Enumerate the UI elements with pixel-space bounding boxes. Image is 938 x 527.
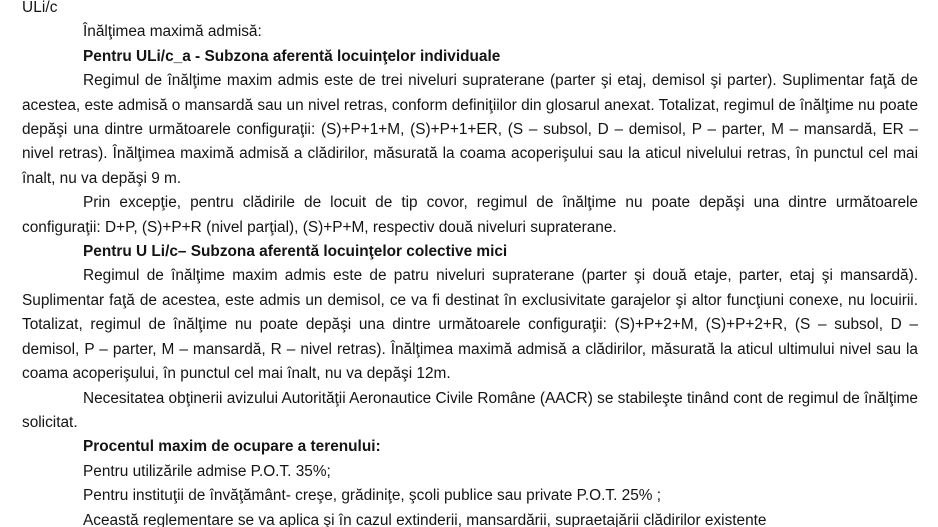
heading-procent-maxim-ocupare-teren: Procentul maxim de ocupare a terenului: [83,438,381,456]
pot-utilizari-admise: Pentru utilizările admise P.O.T. 35%; [83,462,331,480]
document-body [22,0,918,527]
pot-institutii-invatamant: Pentru instituţii de învăţământ- creşe, grădiniţe, şcoli publice sau private P.O.T. 25% ; [83,487,662,505]
max-height-label: Înălţimea maximă admisă: [83,23,262,41]
paragraph-reglementare-extindere-cutoff: Această reglementare se va aplica şi în cazul extinderii, mansardării, supraetajării clădirilor existente [83,511,767,527]
heading-subzona-colective-mici: Pentru U Li/c– Subzona aferentă locuinţelor colective mici [83,243,508,261]
heading-subzona-individuale: Pentru ULi/c_a - Subzona aferentă locuinţelor individuale [83,47,501,65]
paragraph-aviz-aacr: Necesitatea obţinerii avizului Autorităţii Aeronautice Civile Române (AACR) se stabileşte tinând cont de regimul de înălţime solicitat. [22,389,918,431]
paragraph-exceptie-covor: Prin excepţie, pentru clădirile de locuit de tip covor, regimul de înălţime nu poate depăşi una dintre următoarele configuraţii: D+P, (S)+P+R (nivel parţial), (S)+P+M, respectiv două niveluri supraterane. [22,194,918,236]
zone-code-label: ULi/c [22,0,58,16]
paragraph-regim-inaltime-individuale: Regimul de înălţime maxim admis este de trei niveluri supraterane (parter şi etaj, demisol şi parter). Suplimentar faţă de acestea, este admisă o mansardă sau un nivel retras, conform definiţiilor din glosarul anexat. Totalizat, regimul de înălţime nu poate depăşi una dintre următoarele configuraţii: (S)+P+1+M, (S)+P+1+ER, (S – subsol, D – demisol, P – parter, M – mansardă, ER – nivel retras). Înălţimea maximă admisă a clădirilor, măsurată la coama acoperişului sau la aticul nivelului retras, în punctul cel mai înalt, nu va depăşi 9 m. [22,72,918,187]
paragraph-regim-inaltime-colective: Regimul de înălţime maxim admis este de patru niveluri supraterane (parter şi două etaje, parter, etaj şi mansardă). Suplimentar faţă de acestea, este admis un demisol, ce va fi destinat în exclusivitate garajelor şi altor funcţiuni conexe, nu locuirii. Totalizat, regimul de înălţime nu poate depăşi una dintre următoarele configuraţii: (S)+P+2+M, (S)+P+2+R, (S – subsol, D – demisol, P – parter, M – mansardă, R – nivel retras). Înălţimea maximă admisă a clădirilor, măsurată la aticul ultimului nivel sau la coama acoperişului, în punctul cel mai înalt, nu va depăşi 12m. [22,267,918,383]
